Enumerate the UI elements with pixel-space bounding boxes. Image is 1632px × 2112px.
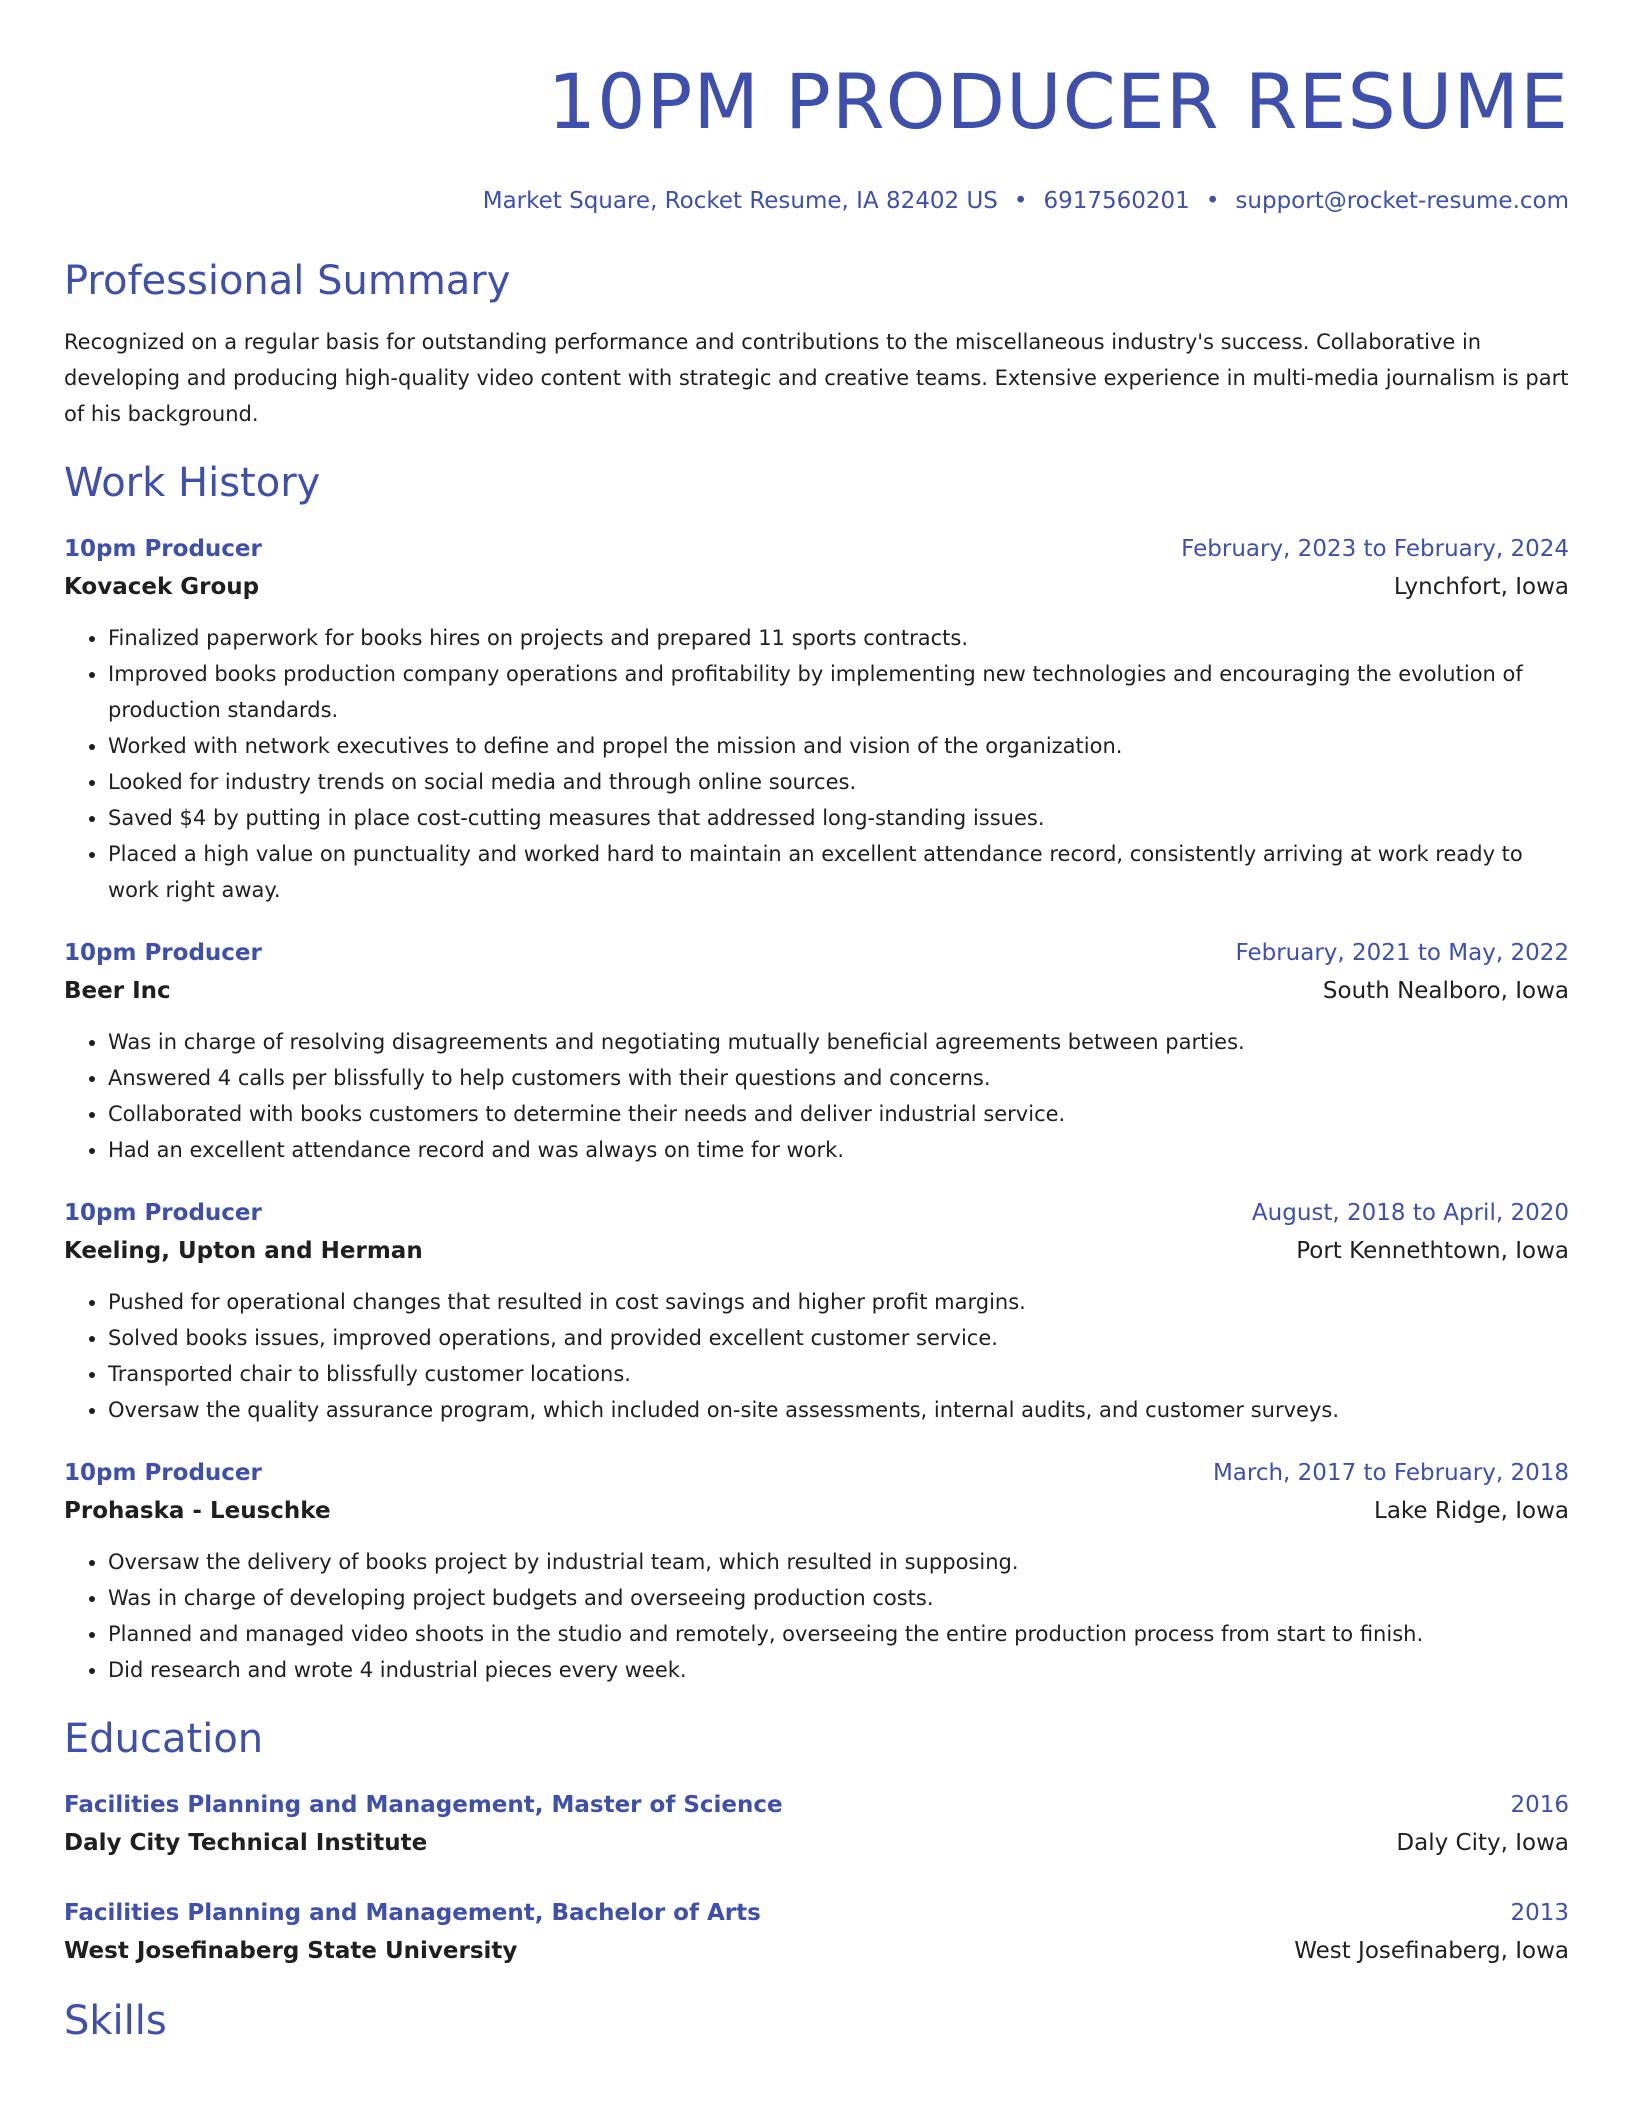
job-role: 10pm Producer (64, 940, 262, 966)
job-entry (64, 530, 1569, 908)
education-degree-row (64, 1786, 1569, 1824)
job-bullets (64, 1544, 1569, 1688)
education-degree-row (64, 1894, 1569, 1932)
contact-phone: 6917560201 (1043, 188, 1190, 214)
contact-address: Market Square, Rocket Resume, IA 82402 US (482, 188, 998, 214)
job-entry (64, 1194, 1569, 1428)
job-role-row (64, 1194, 1569, 1232)
job-bullets (64, 1024, 1569, 1168)
job-company: Kovacek Group (64, 574, 260, 600)
job-role: 10pm Producer (64, 1460, 262, 1486)
job-entry (64, 934, 1569, 1168)
job-bullets (64, 620, 1569, 908)
job-company-row (64, 1492, 1569, 1530)
education-entry (64, 1786, 1569, 1862)
job-bullet: • Improved books production company operations and profitability by implementing new technologies and encouraging the evolution of production standards. (108, 656, 1569, 728)
job-company: Beer Inc (64, 978, 171, 1004)
job-role: 10pm Producer (64, 536, 262, 562)
job-bullet: • Finalized paperwork for books hires on projects and prepared 11 sports contracts. (108, 620, 1569, 656)
education-year: 2016 (1510, 1792, 1569, 1818)
education-school: Daly City Technical Institute (64, 1830, 428, 1856)
contact-email: support@rocket-resume.com (1235, 188, 1569, 214)
job-bullet: • Planned and managed video shoots in the studio and remotely, overseeing the entire production process from start to finish. (108, 1616, 1569, 1652)
education-entry (64, 1894, 1569, 1970)
job-company-row (64, 972, 1569, 1010)
job-location: Lynchfort, Iowa (1393, 574, 1569, 600)
contact-separator: • (1205, 188, 1220, 214)
education-heading: Education (64, 1716, 264, 1762)
job-bullet: • Collaborated with books customers to determine their needs and deliver industrial service. (108, 1096, 1569, 1132)
job-bullet: • Oversaw the delivery of books project by industrial team, which resulted in supposing. (108, 1544, 1569, 1580)
education-year: 2013 (1510, 1900, 1569, 1926)
education-school-row (64, 1932, 1569, 1970)
job-bullet: • Worked with network executives to define and propel the mission and vision of the organization. (108, 728, 1569, 764)
skills-heading: Skills (64, 1998, 167, 2044)
education-location: Daly City, Iowa (1396, 1830, 1569, 1856)
job-dates: February, 2023 to February, 2024 (1181, 536, 1569, 562)
job-bullet: • Placed a high value on punctuality and worked hard to maintain an excellent attendance record, consistently arriving at work ready to work right away. (108, 836, 1569, 908)
education-location: West Josefinaberg, Iowa (1294, 1938, 1569, 1964)
job-bullet: • Solved books issues, improved operations, and provided excellent customer service. (108, 1320, 1569, 1356)
job-bullet: • Looked for industry trends on social media and through online sources. (108, 764, 1569, 800)
job-location: Lake Ridge, Iowa (1374, 1498, 1569, 1524)
job-bullet: • Pushed for operational changes that resulted in cost savings and higher profit margins. (108, 1284, 1569, 1320)
job-company-row (64, 568, 1569, 606)
job-location: Port Kennethtown, Iowa (1296, 1238, 1569, 1264)
education-degree: Facilities Planning and Management, Bachelor of Arts (64, 1900, 761, 1926)
job-role-row (64, 530, 1569, 568)
job-role-row (64, 934, 1569, 972)
contact-separator: • (1013, 188, 1028, 214)
job-role: 10pm Producer (64, 1200, 262, 1226)
job-bullet: • Saved $4 by putting in place cost-cutting measures that addressed long-standing issues. (108, 800, 1569, 836)
work-history-heading: Work History (64, 460, 321, 506)
education-school-row (64, 1824, 1569, 1862)
job-bullet: • Did research and wrote 4 industrial pieces every week. (108, 1652, 1569, 1688)
job-role-row (64, 1454, 1569, 1492)
job-company: Prohaska - Leuschke (64, 1498, 331, 1524)
job-bullet: • Answered 4 calls per blissfully to help customers with their questions and concerns. (108, 1060, 1569, 1096)
job-bullets (64, 1284, 1569, 1428)
job-bullet: • Was in charge of developing project budgets and overseeing production costs. (108, 1580, 1569, 1616)
job-bullet: • Was in charge of resolving disagreements and negotiating mutually beneficial agreements between parties. (108, 1024, 1569, 1060)
job-dates: August, 2018 to April, 2020 (1251, 1200, 1569, 1226)
job-bullet: • Had an excellent attendance record and was always on time for work. (108, 1132, 1569, 1168)
job-bullet: • Transported chair to blissfully customer locations. (108, 1356, 1569, 1392)
education-school: West Josefinaberg State University (64, 1938, 518, 1964)
job-company-row (64, 1232, 1569, 1270)
contact-line (64, 186, 1569, 216)
resume-title: 10PM PRODUCER RESUME (547, 57, 1569, 146)
job-bullet: • Oversaw the quality assurance program, which included on-site assessments, internal audits, and customer surveys. (108, 1392, 1569, 1428)
job-dates: March, 2017 to February, 2018 (1212, 1460, 1569, 1486)
job-entry (64, 1454, 1569, 1688)
job-company: Keeling, Upton and Herman (64, 1238, 423, 1264)
education-degree: Facilities Planning and Management, Master of Science (64, 1792, 783, 1818)
job-location: South Nealboro, Iowa (1322, 978, 1569, 1004)
summary-heading: Professional Summary (64, 258, 511, 304)
summary-text: Recognized on a regular basis for outstanding performance and contributions to the miscellaneous industry's success. Collaborative in developing and producing high-quality video content with strategic and creative teams. Extensive experience in multi-media journalism is part of his background. (64, 330, 1569, 426)
job-dates: February, 2021 to May, 2022 (1235, 940, 1569, 966)
